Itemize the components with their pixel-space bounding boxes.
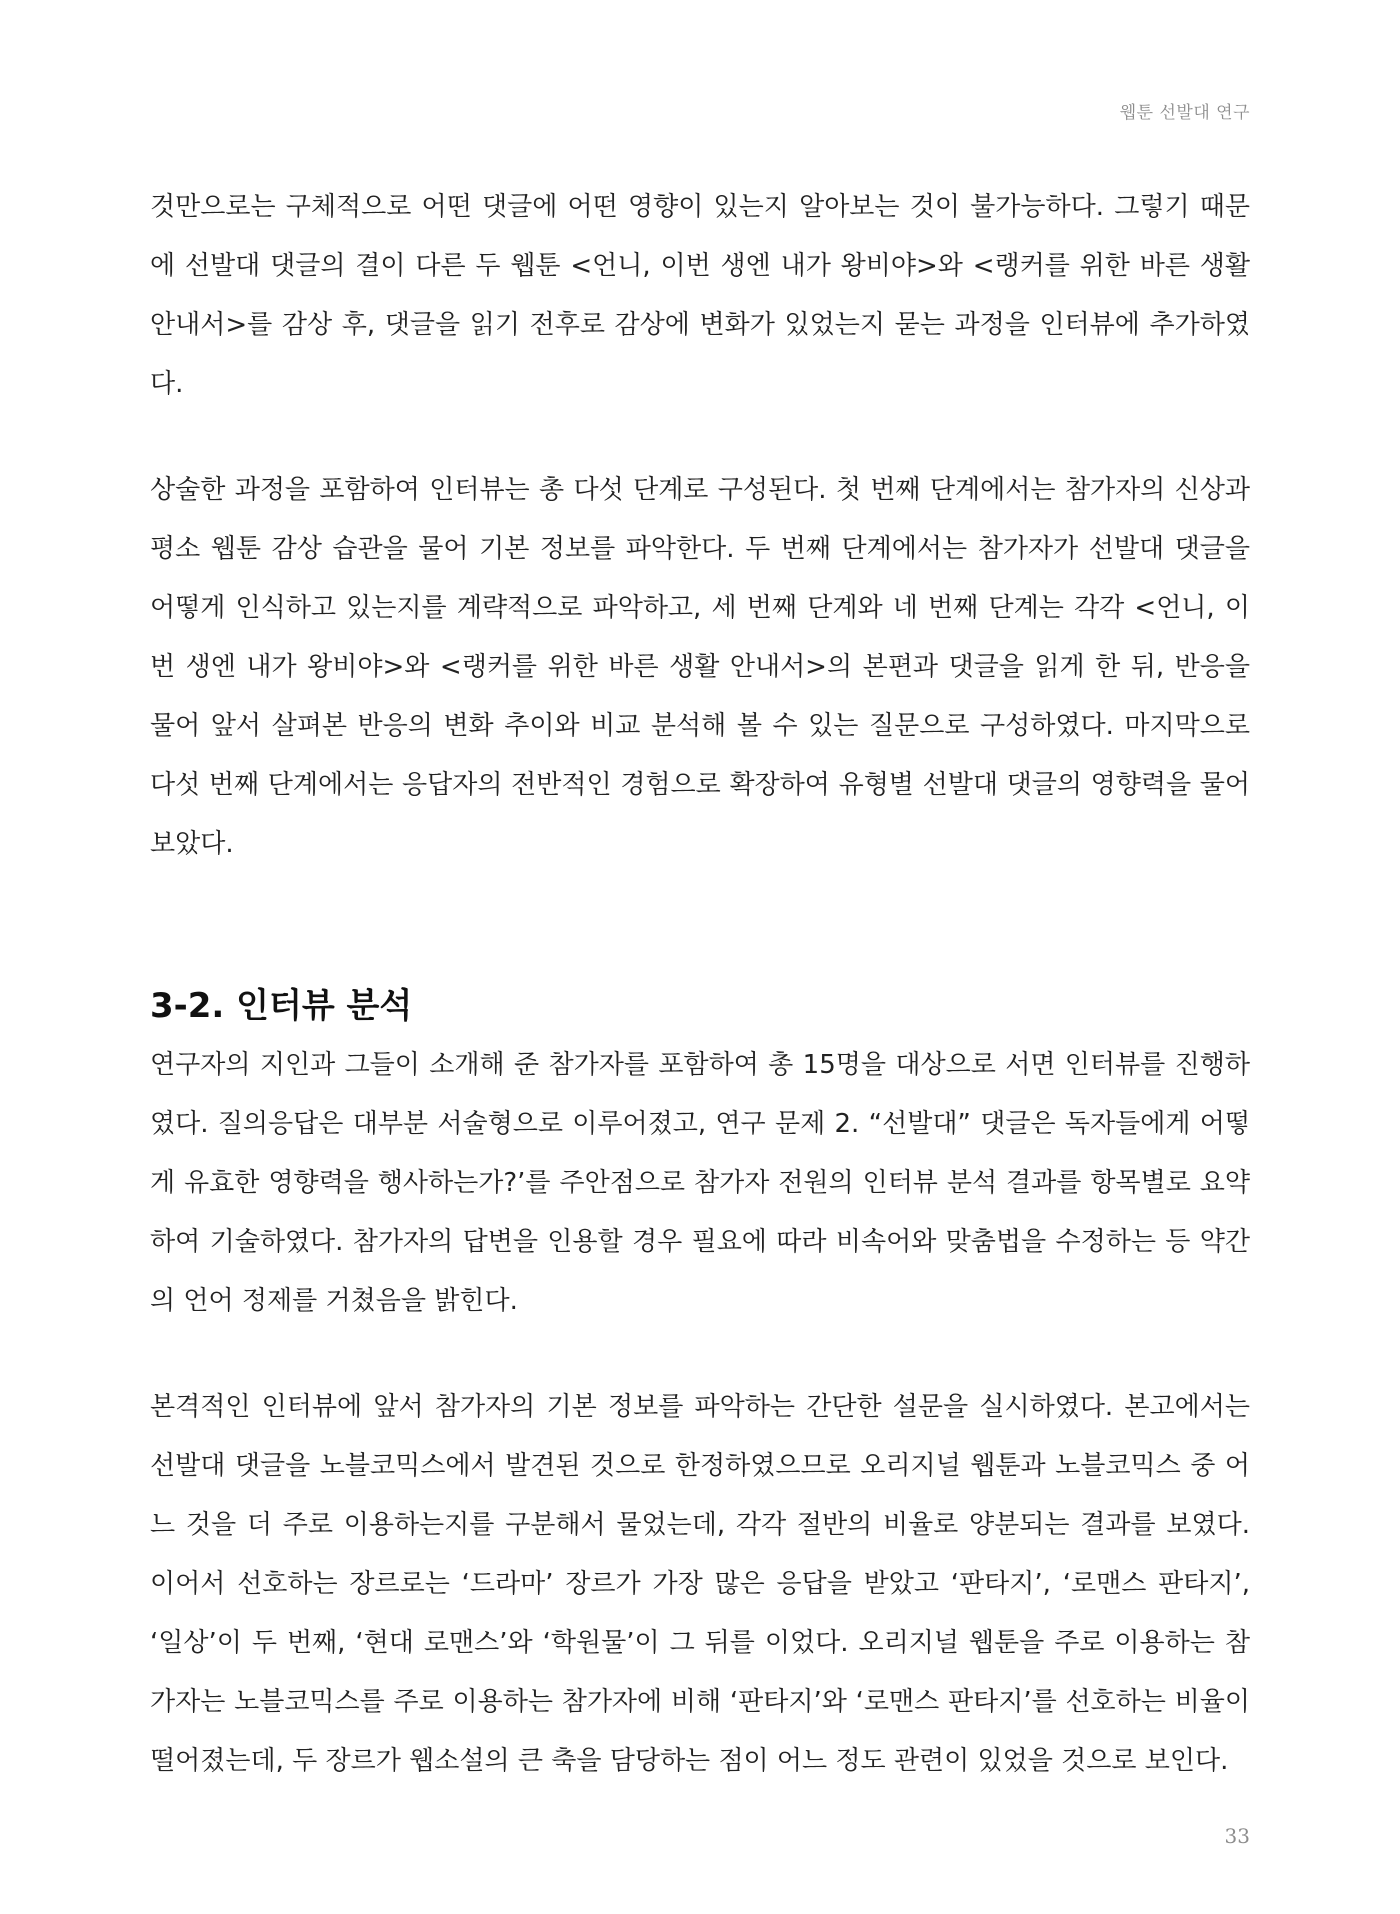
page-body bbox=[150, 178, 1250, 1791]
body-paragraph: 본격적인 인터뷰에 앞서 참가자의 기본 정보를 파악하는 간단한 설문을 실시하였다. 본고에서는 선발대 댓글을 노블코믹스에서 발견된 것으로 한정하였으므로 오리지널 웹툰과 노블코믹스 중 어느 것을 더 주로 이용하는지를 구분해서 물었는데, 각각 절반의 비율로 양분되는 결과를 보였다. 이어서 선호하는 장르로는 ‘드라마’ 장르가 가장 많은 응답을 받았고 ‘판타지’, ‘로맨스 판타지’, ‘일상’이 두 번째, ‘현대 로맨스’와 ‘학원물’이 그 뒤를 이었다. 오리지널 웹툰을 주로 이용하는 참가자는 노블코믹스를 주로 이용하는 참가자에 비해 ‘판타지’와 ‘로맨스 판타지’를 선호하는 비율이 떨어졌는데, 두 장르가 웹소설의 큰 축을 담당하는 점이 어느 정도 관련이 있었을 것으로 보인다. bbox=[150, 1392, 1250, 1776]
body-paragraph: 것만으로는 구체적으로 어떤 댓글에 어떤 영향이 있는지 알아보는 것이 불가능하다. 그렇기 때문에 선발대 댓글의 결이 다른 두 웹툰 <언니, 이번 생엔 내가 왕비야>와 <랭커를 위한 바른 생활 안내서>를 감상 후, 댓글을 읽기 전후로 감상에 변화가 있었는지 묻는 과정을 인터뷰에 추가하였다. bbox=[150, 192, 1250, 399]
body-paragraph: 상술한 과정을 포함하여 인터뷰는 총 다섯 단계로 구성된다. 첫 번째 단계에서는 참가자의 신상과 평소 웹툰 감상 습관을 물어 기본 정보를 파악한다. 두 번째 단계에서는 참가자가 선발대 댓글을 어떻게 인식하고 있는지를 계략적으로 파악하고, 세 번째 단계와 네 번째 단계는 각각 <언니, 이번 생엔 내가 왕비야>와 <랭커를 위한 바른 생활 안내서>의 본편과 댓글을 읽게 한 뒤, 반응을 물어 앞서 살펴본 반응의 변화 추이와 비교 분석해 볼 수 있는 질문으로 구성하였다. 마지막으로 다섯 번째 단계에서는 응답자의 전반적인 경험으로 확장하여 유형별 선발대 댓글의 영향력을 물어보았다. bbox=[150, 475, 1250, 859]
page-number: 33 bbox=[1224, 1824, 1250, 1848]
running-header: 웹툰 선발대 연구 bbox=[1119, 103, 1250, 123]
body-paragraph: 연구자의 지인과 그들이 소개해 준 참가자를 포함하여 총 15명을 대상으로 서면 인터뷰를 진행하였다. 질의응답은 대부분 서술형으로 이루어졌고, 연구 문제 2. “선발대” 댓글은 독자들에게 어떻게 유효한 영향력을 행사하는가?’를 주안점으로 참가자 전원의 인터뷰 분석 결과를 항목별로 요약하여 기술하였다. 참가자의 답변을 인용할 경우 필요에 따라 비속어와 맞춤법을 수정하는 등 약간의 언어 정제를 거쳤음을 밝힌다. bbox=[150, 1050, 1250, 1316]
section-heading: 3-2. 인터뷰 분석 bbox=[150, 986, 413, 1026]
